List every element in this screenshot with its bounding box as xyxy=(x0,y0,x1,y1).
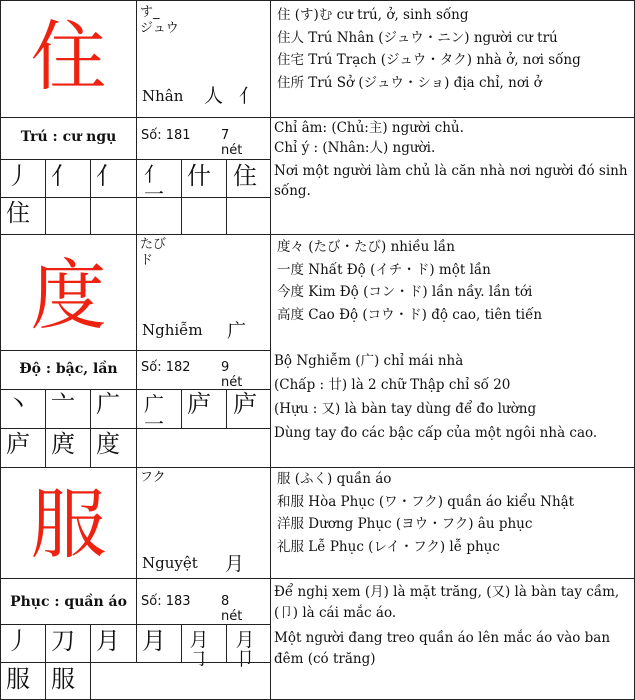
vocabulary-list xyxy=(277,4,632,94)
stroke-step-3: 亻 xyxy=(96,162,120,190)
kanji-title: Độ : bậc, lần xyxy=(19,361,118,377)
kanji-entry-3 xyxy=(1,467,634,699)
kanji-title: Trú : cư ngụ xyxy=(20,129,117,145)
vocab-item: 高度 Cao Độ (コウ・ド) độ cao, tiên tiến xyxy=(277,306,543,323)
stroke-step-2: 亻 xyxy=(51,162,75,190)
radical-glyph: 人 xyxy=(204,85,224,107)
stroke-step-2: 刀 xyxy=(51,627,75,655)
kanji-entry-2 xyxy=(1,234,634,467)
stroke-step-7: 服 xyxy=(6,665,30,693)
radical-glyph-variant: 亻 xyxy=(239,85,259,107)
explanation-line: Chỉ âm: (Chủ:主) người chủ. xyxy=(274,120,464,136)
kanji-meta xyxy=(141,594,243,624)
stroke-count: 9 nét xyxy=(221,360,243,390)
stroke-step-4: 亻一 xyxy=(144,162,164,206)
kanji-large-glyph: 度 xyxy=(30,251,107,340)
stroke-step-6: 住 xyxy=(233,162,257,190)
vocab-item: 一度 Nhất Độ (イチ・ド) một lần xyxy=(277,261,491,278)
stroke-step-5: 月㇆ xyxy=(189,629,209,670)
kanji-large-glyph: 服 xyxy=(30,480,107,569)
kanji-readings: フク xyxy=(140,470,166,485)
vocab-item: 礼服 Lễ Phục (レイ・フク) lễ phục xyxy=(277,538,500,555)
stroke-step-7: 庐 xyxy=(6,430,30,458)
stroke-step-1: 丿 xyxy=(6,162,30,190)
kanji-number: Số: 183 xyxy=(141,594,191,609)
radical-name: Nghiễm xyxy=(142,321,203,339)
stroke-step-1: 丶 xyxy=(6,390,30,418)
stroke-step-3: 月 xyxy=(96,627,120,655)
radical-name: Nhân xyxy=(142,87,184,105)
explanation-line: (Chấp : 廿) là 2 chữ Thập chỉ số 20 xyxy=(274,377,511,393)
vocab-item: 度々 (たび・たび) nhiều lần xyxy=(277,239,455,255)
kanji-title: Phục : quần áo xyxy=(10,594,127,610)
explanation-line: Nơi một người làm chủ là căn nhà nơi người đó sinh sống. xyxy=(274,163,628,199)
stroke-step-5: 什 xyxy=(187,162,211,190)
vocab-item: 住所 Trú Sở (ジュウ・ショ) địa chỉ, nơi ở xyxy=(277,74,542,91)
mnemonic-explanation xyxy=(274,582,632,670)
explanation-line: Bộ Nghiễm (广) chỉ mái nhà xyxy=(274,353,464,369)
stroke-count: 8 nét xyxy=(221,594,243,624)
kanji-readings: たび ド xyxy=(140,237,167,268)
mnemonic-explanation xyxy=(274,349,632,445)
vocabulary-list xyxy=(277,468,632,558)
stroke-step-4: 广一 xyxy=(144,392,164,436)
stroke-step-4: 月 xyxy=(142,627,166,655)
explanation-line: Để nghị xem (月) là mặt trăng, (又) là bàn tay cầm, (卩) là cái mắc áo. xyxy=(274,584,620,621)
stroke-step-5: 庐 xyxy=(187,390,211,418)
radical-name: Nguyệt xyxy=(142,554,198,572)
stroke-step-8: 服 xyxy=(51,665,75,693)
vocab-item: 住宅 Trú Trạch (ジュウ・タク) nhà ở, nơi sống xyxy=(277,52,581,68)
kanji-large-glyph: 住 xyxy=(30,12,107,101)
radical-glyph: 月 xyxy=(225,553,245,575)
explanation-line: Chỉ ý : (Nhân:人) người. xyxy=(274,140,436,156)
mnemonic-explanation xyxy=(274,118,632,201)
stroke-step-3: 广 xyxy=(96,390,120,418)
kanji-meta xyxy=(141,128,243,158)
kanji-number: Số: 182 xyxy=(141,360,191,375)
stroke-step-9: 度 xyxy=(96,430,120,458)
stroke-count: 7 nét xyxy=(221,128,243,158)
vocabulary-list xyxy=(277,236,632,326)
stroke-step-6: 庐 xyxy=(233,390,257,418)
vocab-item: 洋服 Dương Phục (ヨウ・フク) âu phục xyxy=(277,516,533,532)
kanji-entry-1 xyxy=(1,1,634,234)
explanation-line: Một người đang treo quần áo lên mắc áo vào ban đêm (có trăng) xyxy=(274,630,611,667)
vocab-item: 住人 Trú Nhân (ジュウ・ニン) người cư trú xyxy=(277,29,558,46)
vocab-item: 和服 Hòa Phục (ワ・フク) quần áo kiểu Nhật xyxy=(277,493,575,510)
radical-glyph: 广 xyxy=(227,320,247,342)
kanji-number: Số: 181 xyxy=(141,128,191,143)
stroke-step-8: 庹 xyxy=(51,430,75,458)
stroke-step-1: 丿 xyxy=(6,627,30,655)
stroke-step-6: 月卩 xyxy=(235,629,255,670)
kanji-meta xyxy=(141,360,243,390)
kanji-readings: す_ ジュウ xyxy=(140,5,179,36)
explanation-line: (Hựu : 又) là bàn tay dùng để đo lường xyxy=(274,401,537,417)
explanation-line: Dùng tay đo các bậc cấp của một ngôi nhà cao. xyxy=(274,425,598,441)
vocab-item: 住 (す)む cư trú, ở, sinh sống xyxy=(277,7,469,23)
vocab-item: 今度 Kim Độ (コン・ド) lần nầy. lần tới xyxy=(277,284,533,300)
stroke-step-7: 住 xyxy=(6,199,30,227)
vocab-item: 服 (ふく) quần áo xyxy=(277,471,392,487)
stroke-step-2: 亠 xyxy=(51,390,75,418)
